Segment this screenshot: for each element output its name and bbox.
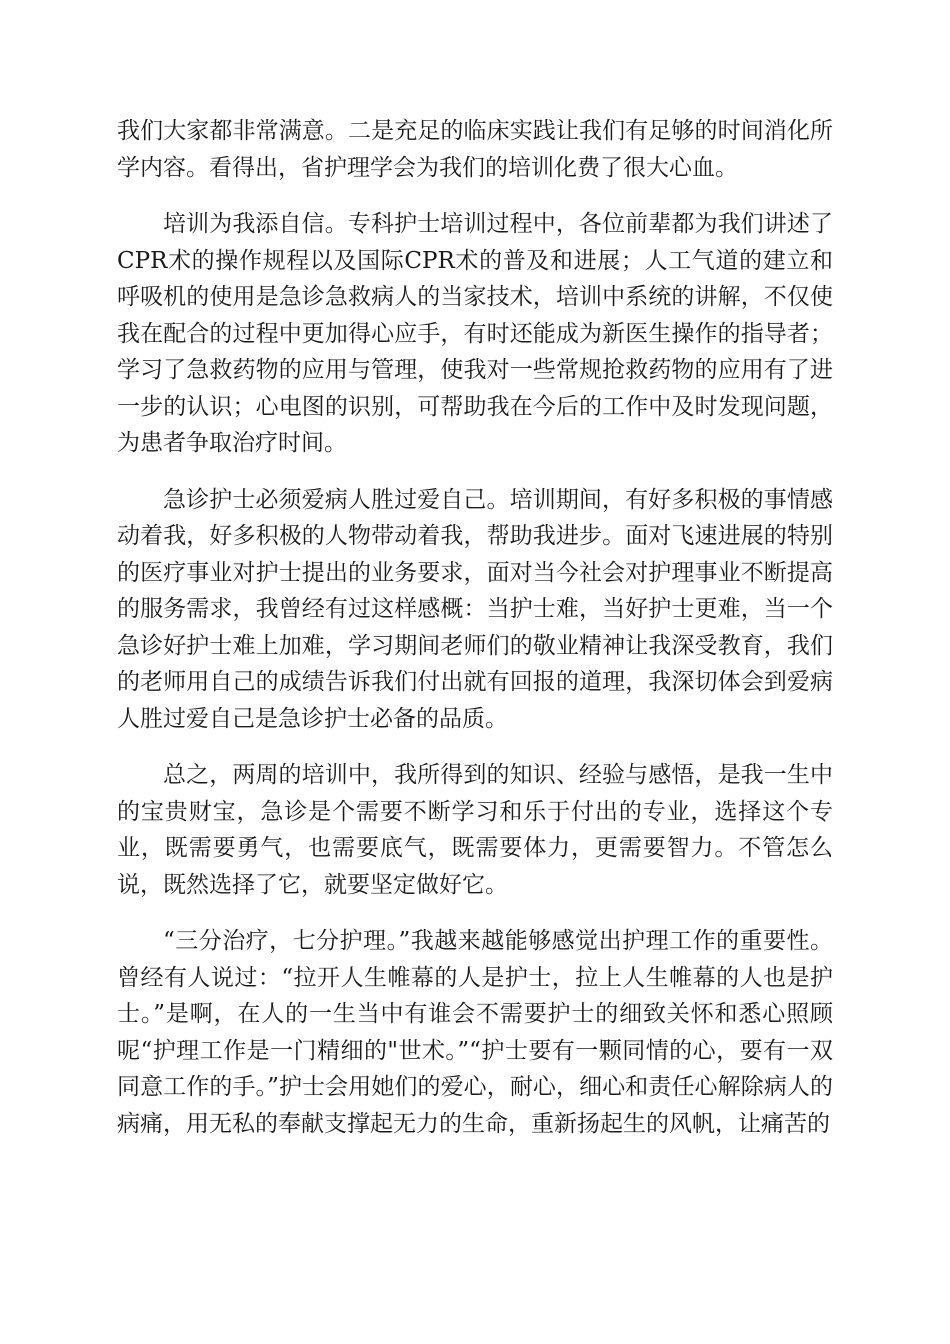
paragraph-5: “三分治疗，七分护理。”我越来越能够感觉出护理工作的重要性。曾经有人说过：“拉开人生帷幕的人是护士，拉上人生帷幕的人也是护士。”是啊，在人的一生当中有谁会不需要护士的细致关怀和悉心照顾呢“护理工作是一门精细的"世术。”“护士要有一颗同情的心，要有一双同意工作的手。”护士会用她们的爱心，耐心，细心和责任心解除病人的病痛，用无私的奉献支撑起无力的生命，重新扬起生的风帆，让痛苦的	[117, 928, 833, 1137]
paragraph-2: 培训为我添自信。专科护士培训过程中，各位前辈都为我们讲述了CPR术的操作规程以及国际CPR术的普及和进展；人工气道的建立和呼吸机的使用是急诊急救病人的当家技术，培训中系统的讲解，不仅使我在配合的过程中更加得心应手，有时还能成为新医生操作的指导者；学习了急救药物的应用与管理，使我对一些常规抢救药物的应用有了进一步的认识；心电图的识别，可帮助我在今后的工作中及时发现问题，为患者争取治疗时间。	[117, 211, 833, 456]
paragraph-3: 急诊护士必须爱病人胜过爱自己。培训期间，有好多积极的事情感动着我，好多积极的人物带动着我，帮助我进步。面对飞速进展的特别的医疗事业对护士提出的业务要求，面对当今社会对护理事业不断提高的服务需求，我曾经有过这样感概：当护士难，当好护士更难，当一个急诊好护士难上加难，学习期间老师们的敬业精神让我深受教育，我们的老师用自己的成绩告诉我们付出就有回报的道理，我深切体会到爱病人胜过爱自己是急诊护士必备的品质。	[117, 486, 833, 732]
paragraph-1: 我们大家都非常满意。二是充足的临床实践让我们有足够的时间消化所学内容。看得出，省护理学会为我们的培训化费了很大心血。	[117, 118, 833, 181]
paragraph-4: 总之，两周的培训中，我所得到的知识、经验与感悟，是我一生中的宝贵财宝，急诊是个需要不断学习和乐于付出的专业，选择这个专业，既需要勇气，也需要底气，既需要体力，更需要智力。不管怎么说，既然选择了它，就要坚定做好它。	[117, 762, 833, 898]
document-page	[117, 113, 833, 1142]
